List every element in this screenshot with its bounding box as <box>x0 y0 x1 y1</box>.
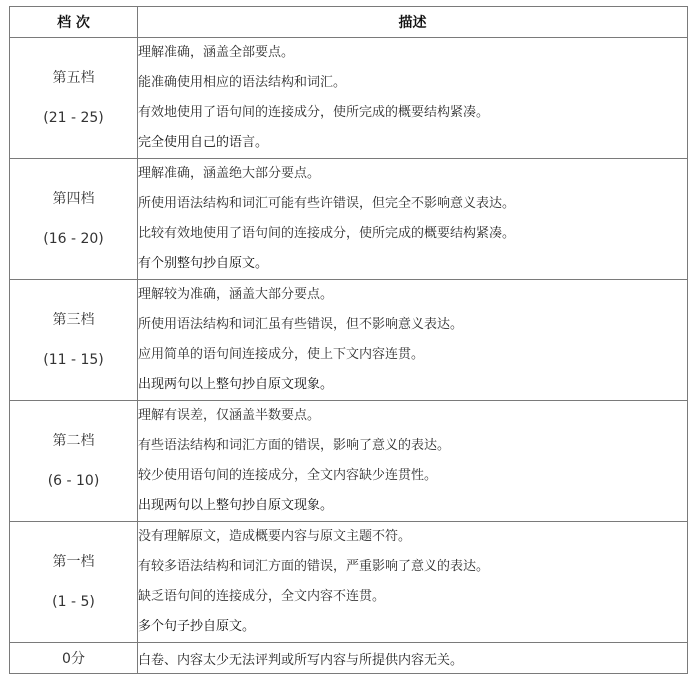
criterion-line: 所使用语法结构和词汇虽有些错误，但不影响意义表达。 <box>138 317 464 332</box>
table-header-row <box>10 7 688 38</box>
criterion-line: 出现两句以上整句抄自原文现象。 <box>138 377 334 392</box>
criterion-line: 能准确使用相应的语法结构和词汇。 <box>138 75 347 90</box>
band-score-range: (16 - 20) <box>43 231 104 247</box>
criterion-line: 多个句子抄自原文。 <box>138 619 256 634</box>
criterion-line: 缺乏语句间的连接成分，全文内容不连贯。 <box>138 589 386 604</box>
band-row-1 <box>10 522 688 643</box>
band-row-4 <box>10 159 688 280</box>
criterion-line: 所使用语法结构和词汇可能有些许错误，但完全不影响意义表达。 <box>138 196 516 211</box>
level-column-header: 档 次 <box>10 7 138 38</box>
criterion-line: 理解有误差，仅涵盖半数要点。 <box>138 408 321 423</box>
criterion-line: 有较多语法结构和词汇方面的错误，严重影响了意义的表达。 <box>138 559 490 574</box>
criterion-line: 比较有效地使用了语句间的连接成分，使所完成的概要结构紧凑。 <box>138 226 516 241</box>
band-level-cell <box>10 159 138 280</box>
band-level-cell <box>10 522 138 643</box>
band-name: 第一档 <box>52 554 95 570</box>
band-score-range: (6 - 10) <box>47 473 100 489</box>
criterion-line: 有效地使用了语句间的连接成分，使所完成的概要结构紧凑。 <box>138 105 490 120</box>
criterion-line: 理解较为准确，涵盖大部分要点。 <box>138 287 334 302</box>
band-name: 第五档 <box>52 70 95 86</box>
band-level-cell <box>10 401 138 522</box>
criterion-line: 有些语法结构和词汇方面的错误，影响了意义的表达。 <box>138 438 451 453</box>
band-score-range: (1 - 5) <box>52 594 95 610</box>
band-name: 第二档 <box>52 433 95 449</box>
criterion-line: 理解准确，涵盖全部要点。 <box>138 45 295 60</box>
criterion-line: 理解准确，涵盖绝大部分要点。 <box>138 166 321 181</box>
band-level-cell <box>10 280 138 401</box>
criterion-line: 没有理解原文，造成概要内容与原文主题不符。 <box>138 529 412 544</box>
criterion-line: 较少使用语句间的连接成分，全文内容缺少连贯性。 <box>138 468 438 483</box>
criterion-line: 有个别整句抄自原文。 <box>138 256 269 271</box>
scoring-rubric-table <box>9 6 688 674</box>
criterion-line: 完全使用自己的语言。 <box>138 135 269 150</box>
band-row-0 <box>10 643 688 674</box>
band-row-3 <box>10 280 688 401</box>
band-score-range: (11 - 15) <box>43 352 104 368</box>
description-column-header: 描述 <box>138 7 688 38</box>
band-score-range: (21 - 25) <box>43 110 104 126</box>
band-description-cell <box>138 522 688 643</box>
band-description-cell <box>138 38 688 159</box>
criterion-line: 应用简单的语句间连接成分，使上下文内容连贯。 <box>138 347 425 362</box>
band-level-cell <box>10 38 138 159</box>
zero-description-cell: 白卷、内容太少无法评判或所写内容与所提供内容无关。 <box>138 643 688 674</box>
band-name: 第四档 <box>52 191 95 207</box>
criterion-line: 出现两句以上整句抄自原文现象。 <box>138 498 334 513</box>
band-name: 第三档 <box>52 312 95 328</box>
band-description-cell <box>138 401 688 522</box>
band-description-cell <box>138 159 688 280</box>
band-row-2 <box>10 401 688 522</box>
zero-level-cell: 0分 <box>10 643 138 674</box>
band-row-5 <box>10 38 688 159</box>
band-description-cell <box>138 280 688 401</box>
